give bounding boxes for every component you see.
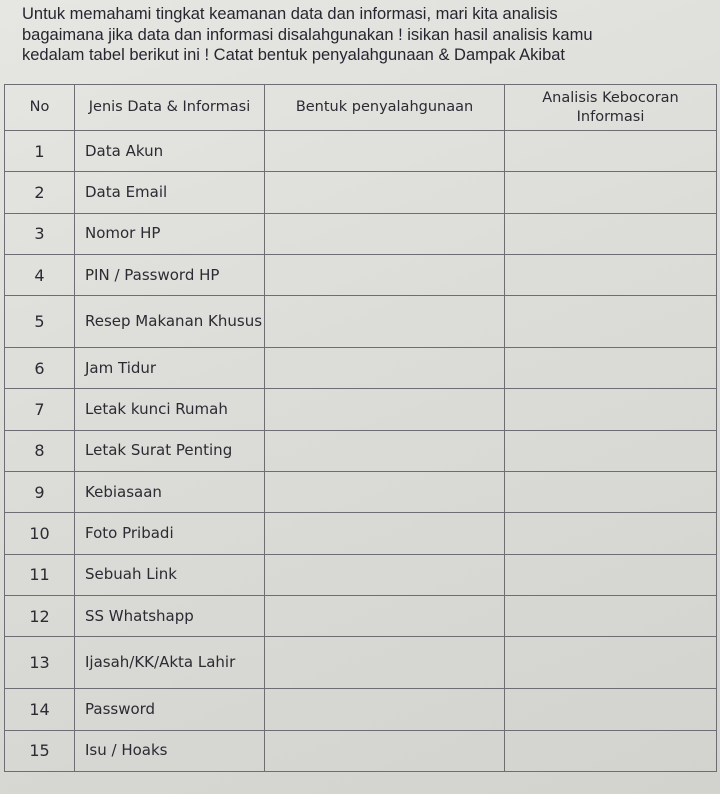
row-data-type: Letak Surat Penting — [75, 430, 265, 471]
bentuk-cell[interactable] — [265, 255, 505, 296]
bentuk-cell[interactable] — [265, 430, 505, 471]
analisis-cell[interactable] — [505, 131, 717, 172]
analisis-cell[interactable] — [505, 389, 717, 430]
bentuk-cell[interactable] — [265, 637, 505, 689]
bentuk-cell[interactable] — [265, 554, 505, 595]
analisis-cell[interactable] — [505, 689, 717, 730]
bentuk-cell[interactable] — [265, 596, 505, 637]
analisis-cell[interactable] — [505, 554, 717, 595]
row-data-type: Resep Makanan Khusus — [75, 296, 265, 348]
bentuk-cell[interactable] — [265, 689, 505, 730]
bentuk-cell[interactable] — [265, 296, 505, 348]
table-row — [5, 513, 717, 554]
table-row — [5, 637, 717, 689]
bentuk-cell[interactable] — [265, 348, 505, 389]
row-number: 12 — [5, 596, 75, 637]
table-row — [5, 296, 717, 348]
table-row — [5, 689, 717, 730]
analysis-table — [4, 84, 717, 772]
analisis-cell[interactable] — [505, 348, 717, 389]
row-number: 8 — [5, 430, 75, 471]
row-data-type: SS Whatshapp — [75, 596, 265, 637]
analisis-cell[interactable] — [505, 255, 717, 296]
header-analisis: Analisis Kebocoran Informasi — [505, 85, 717, 131]
bentuk-cell[interactable] — [265, 389, 505, 430]
table-row — [5, 172, 717, 213]
row-data-type: Ijasah/KK/Akta Lahir — [75, 637, 265, 689]
analisis-cell[interactable] — [505, 296, 717, 348]
row-number: 2 — [5, 172, 75, 213]
bentuk-cell[interactable] — [265, 730, 505, 772]
row-data-type: Nomor HP — [75, 213, 265, 254]
table-row — [5, 213, 717, 254]
table-row — [5, 430, 717, 471]
row-number: 15 — [5, 730, 75, 772]
analisis-cell[interactable] — [505, 430, 717, 471]
header-jenis: Jenis Data & Informasi — [75, 85, 265, 131]
row-number: 5 — [5, 296, 75, 348]
table-row — [5, 554, 717, 595]
instruction-paragraph — [22, 4, 712, 66]
row-number: 6 — [5, 348, 75, 389]
analisis-cell[interactable] — [505, 637, 717, 689]
bentuk-cell[interactable] — [265, 172, 505, 213]
analisis-cell[interactable] — [505, 513, 717, 554]
row-data-type: Letak kunci Rumah — [75, 389, 265, 430]
row-number: 3 — [5, 213, 75, 254]
row-number: 11 — [5, 554, 75, 595]
instruction-line-2: bagaimana jika data dan informasi disalahgunakan ! isikan hasil analisis kamu — [22, 25, 593, 44]
analisis-cell[interactable] — [505, 472, 717, 513]
header-no: No — [5, 85, 75, 131]
row-number: 9 — [5, 472, 75, 513]
analisis-cell[interactable] — [505, 172, 717, 213]
row-number: 4 — [5, 255, 75, 296]
table-row — [5, 389, 717, 430]
table-row — [5, 730, 717, 772]
row-data-type: Password — [75, 689, 265, 730]
row-data-type: Jam Tidur — [75, 348, 265, 389]
analisis-cell[interactable] — [505, 213, 717, 254]
table-row — [5, 472, 717, 513]
analisis-cell[interactable] — [505, 730, 717, 772]
row-number: 10 — [5, 513, 75, 554]
table-row — [5, 596, 717, 637]
instruction-line-3: kedalam tabel berikut ini ! Catat bentuk penyalahgunaan & Dampak Akibat — [22, 46, 566, 64]
table-header-row — [5, 85, 717, 131]
row-data-type: PIN / Password HP — [75, 255, 265, 296]
analisis-cell[interactable] — [505, 596, 717, 637]
instruction-line-1: Untuk memahami tingkat keamanan data dan informasi, mari kita analisis — [22, 5, 558, 23]
bentuk-cell[interactable] — [265, 513, 505, 554]
row-number: 13 — [5, 637, 75, 689]
row-data-type: Data Akun — [75, 131, 265, 172]
row-data-type: Sebuah Link — [75, 554, 265, 595]
bentuk-cell[interactable] — [265, 131, 505, 172]
row-data-type: Foto Pribadi — [75, 513, 265, 554]
row-data-type: Data Email — [75, 172, 265, 213]
row-data-type: Kebiasaan — [75, 472, 265, 513]
bentuk-cell[interactable] — [265, 472, 505, 513]
bentuk-cell[interactable] — [265, 213, 505, 254]
row-number: 1 — [5, 131, 75, 172]
row-number: 7 — [5, 389, 75, 430]
table-row — [5, 131, 717, 172]
table-row — [5, 348, 717, 389]
row-number: 14 — [5, 689, 75, 730]
table-row — [5, 255, 717, 296]
header-bentuk: Bentuk penyalahgunaan — [265, 85, 505, 131]
row-data-type: Isu / Hoaks — [75, 730, 265, 772]
